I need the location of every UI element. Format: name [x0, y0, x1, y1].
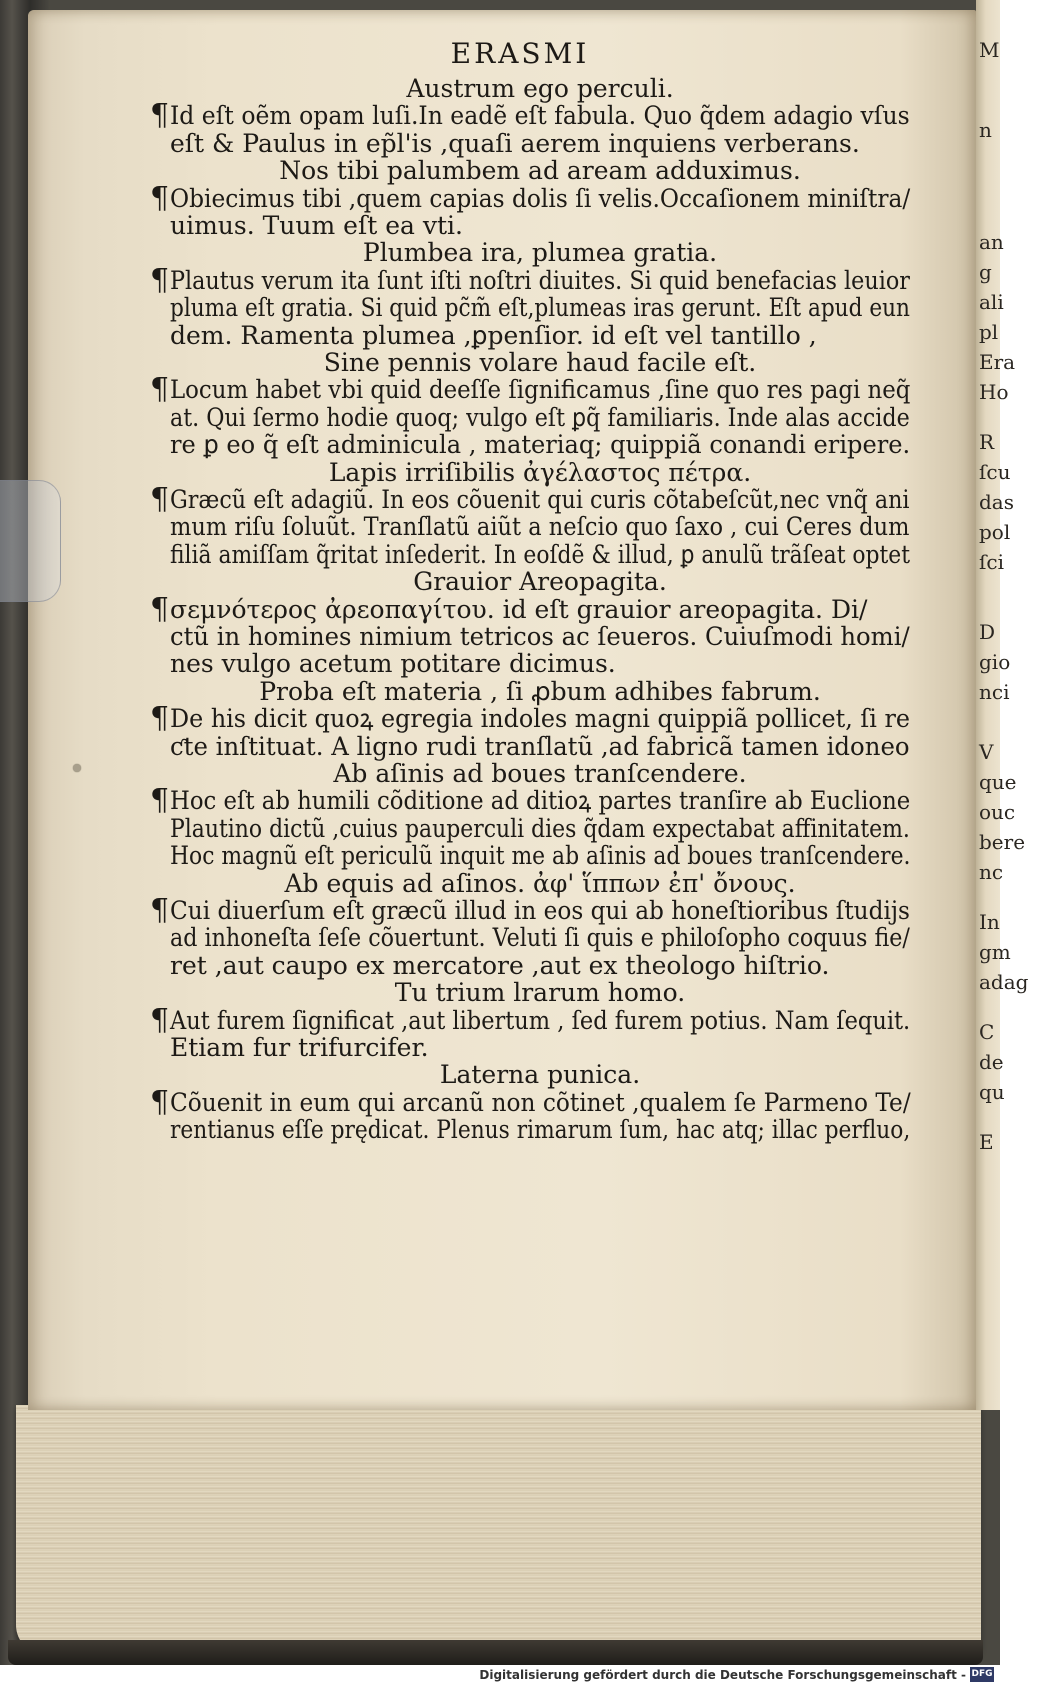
facing-page-fragment: R — [979, 430, 995, 454]
adage-heading: Austrum ego perculi. — [406, 74, 674, 103]
text-line: Hoc magnũ eſt periculũ inquit me ab aſinis ad boues tranſcendere. — [170, 841, 911, 871]
adage-heading: Plumbea ira, plumea gratia. — [362, 238, 718, 268]
dfg-logo: DFG — [970, 1667, 994, 1682]
pilcrow-mark: ¶ — [150, 98, 170, 134]
text-line: rentianus eſſe prędicat. Plenus rimarum ſum, hac atq; illac perfluo, — [170, 1115, 911, 1145]
page-edges — [16, 1405, 981, 1655]
pin-hole — [73, 764, 81, 772]
text-line: ctũ in homines nimium tetricos ac ſeueros. Cuiuſmodi homi/ — [170, 622, 910, 651]
pilcrow-mark: ¶ — [150, 701, 170, 737]
text-line: pluma eſt gratia. Si quid pc̃m̃ eſt,plumeas iras gerunt. Eſt apud eun — [170, 293, 910, 323]
facing-page-fragment: nci — [979, 680, 1010, 704]
adage-heading: Ab equis ad aſinos. ἀφ' ἵππων ἐπ' ὄνους. — [284, 868, 796, 898]
facing-page-fragment: gio — [979, 650, 1011, 674]
text-line: at. Qui ſermo hodie quoq; vulgo eſt ꝑq̃ familiaris. Inde alas accide — [170, 402, 910, 432]
pilcrow-mark: ¶ — [150, 180, 170, 216]
pilcrow-mark: ¶ — [150, 591, 170, 627]
text-line: De his dicit quoꝝ egregia indoles magni quippiã pollicet, ſi re — [170, 704, 910, 734]
adage-heading: Laterna punica. — [439, 1060, 641, 1090]
text-line: ad inhoneſta ſeſe cõuertunt. Veluti ſi quis e philoſopho coquus fie/ — [170, 923, 910, 953]
text-line: Obiecimus tibi ,quem capias dolis ſi velis.Occaſionem miniſtra/ — [170, 183, 911, 213]
facing-page-fragment: n — [979, 118, 992, 142]
text-line: Plautino dictũ ,cuius pauperculi dies q̃dam expectabat affinitatem. — [170, 813, 910, 843]
adage-heading: Ab aſinis ad boues tranſcendere. — [333, 759, 747, 788]
text-line: ret ,aut caupo ex mercatore ,aut ex theologo hiſtrio. — [170, 950, 830, 980]
text-line: Locum habet vbi quid deeſſe ſignificamus ,ſine quo res pagi neq̃ — [170, 375, 911, 405]
text-line: Etiam fur trifurcifer. — [170, 1033, 429, 1062]
facing-page-fragment: ali — [979, 290, 1004, 314]
facing-page-fragment: que — [979, 770, 1017, 794]
facing-page-fragment: ſci — [979, 550, 1004, 574]
facing-page-fragment: pol — [979, 520, 1011, 544]
footer-credit: Digitalisierung gefördert durch die Deutsche Forschungsgemeinschaft - — [479, 1668, 966, 1682]
facing-page-fragment: E — [979, 1130, 994, 1154]
facing-page-fragment: D — [979, 620, 996, 644]
text-line: Cui diuerſum eſt græcũ illud in eos qui ab honeſtioribus ſtudijs — [170, 896, 910, 925]
facing-page-fragment: adag — [979, 970, 1029, 994]
running-head: ERASMI — [450, 37, 590, 70]
adage-heading: Grauior Areopagita. — [413, 567, 667, 597]
footer-bar — [0, 1665, 1000, 1685]
pilcrow-mark: ¶ — [150, 482, 170, 517]
text-line: mum riſu ſoluũt. Tranſlatũ aiũt a neſcio quo ſaxo , cui Ceres dum — [170, 512, 910, 542]
text-line: re ꝑ eo q̃ eſt adminicula , materiaq; quippiã conandi eripere. — [170, 430, 911, 460]
text-line: Plautus verum ita ſunt iſti noſtri diuites. Si quid benefacias leuior — [170, 265, 910, 295]
pilcrow-mark: ¶ — [150, 893, 170, 928]
facing-page-fragment: bere — [979, 830, 1026, 854]
facing-page-fragment: pl — [979, 320, 999, 344]
facing-page-fragment: g — [979, 260, 992, 284]
pilcrow-mark: ¶ — [150, 1084, 170, 1120]
facing-page-fragment: Era — [979, 350, 1016, 374]
book-cover-bottom — [8, 1640, 983, 1665]
pilcrow-mark: ¶ — [150, 372, 170, 408]
facing-page-fragment: ouc — [979, 800, 1016, 824]
pilcrow-mark: ¶ — [150, 1002, 170, 1038]
text-line: uimus. Tuum eſt ea vti. — [170, 211, 463, 240]
facing-page-fragment: an — [979, 230, 1004, 254]
text-line: Aut furem ſignificat ,aut libertum , ſed furem potius. Nam ſequit. — [170, 1005, 911, 1035]
adage-heading: Tu trium lrarum homo. — [394, 978, 686, 1008]
text-line: dem. Ramenta plumea ,ꝑpenſior. id eſt vel tantillo , — [170, 320, 817, 350]
facing-page-fragment: V — [979, 740, 994, 764]
facing-page-fragment: nc — [979, 860, 1004, 884]
facing-page-fragment: qu — [979, 1080, 1005, 1104]
text-line: filiã amiſſam q̃ritat inſederit. In eoſdẽ & illud, ꝑ anulũ trãſeat optet — [170, 539, 910, 569]
adage-heading: Lapis irriſibilis ἀγέλαστος πέτρα. — [328, 457, 752, 487]
page-clip — [0, 480, 61, 602]
text-line: Hoc eſt ab humili cõditione ad ditioꝝ partes tranſire ab Euclione — [170, 786, 911, 816]
facing-page-fragment: das — [979, 490, 1014, 514]
facing-page-fragment: ſcu — [979, 460, 1011, 484]
pilcrow-mark: ¶ — [150, 783, 170, 819]
facing-page-fragment: M — [979, 38, 1000, 62]
adage-heading: Nos tibi palumbem ad aream adduximus. — [279, 156, 801, 186]
text-line: nes vulgo acetum potitare dicimus. — [170, 649, 616, 679]
adage-heading: Sine pennis volare haud facile eſt. — [323, 348, 757, 377]
text-line: Græcũ eſt adagiũ. In eos cõuenit qui curis cõtabeſcũt,nec vnq̃ ani — [170, 485, 910, 514]
facing-page-fragment: C — [979, 1020, 995, 1044]
facing-page-fragment: In — [979, 910, 1000, 934]
pilcrow-mark: ¶ — [150, 262, 170, 298]
facing-page-fragment: de — [979, 1050, 1004, 1074]
facing-page-fragment: gm — [979, 940, 1011, 964]
text-line: σεμνότερος ἀρεοπαγίτου. id eſt grauior areopagita. Di/ — [170, 594, 868, 624]
text-line: ƈte inſtituat. A ligno rudi tranſlatũ ,ad fabricã tamen idoneo — [170, 731, 910, 761]
facing-page-fragment: Ho — [979, 380, 1009, 404]
adage-heading: Proba eſt materia , ſi ꝓbum adhibes fabrum. — [259, 676, 821, 706]
text-line: Cõuenit in eum qui arcanũ non cõtinet ,qualem ſe Parmeno Te/ — [170, 1087, 911, 1117]
text-line: Id eſt oẽm opam luſi.In eadẽ eſt fabula. Quo q̃dem adagio vſus — [170, 101, 910, 131]
text-line: eſt & Paulus in ep̃l'is ,quaſi aerem inquiens verberans. — [170, 128, 860, 158]
